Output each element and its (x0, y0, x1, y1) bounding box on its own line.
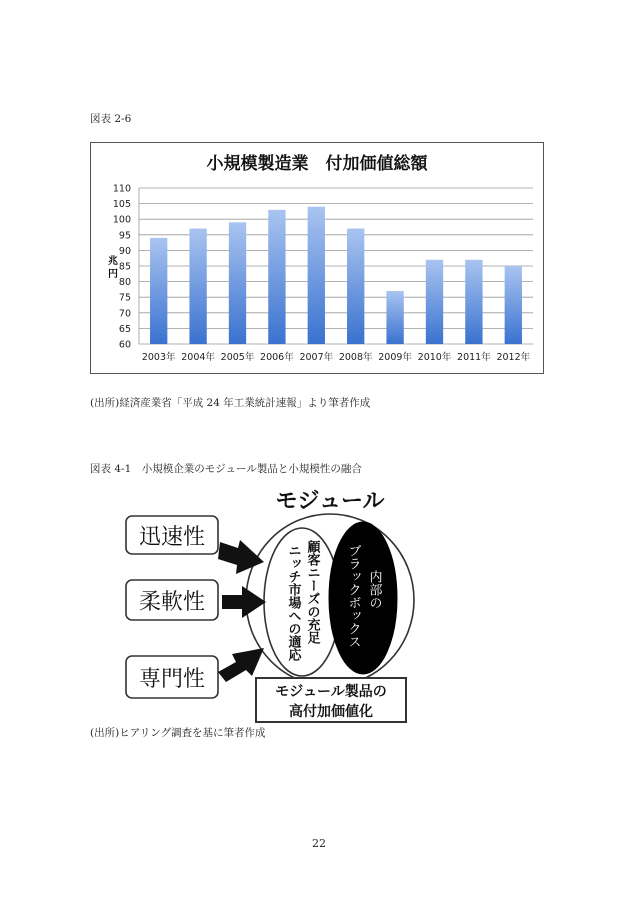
x-tick-label: 2008年 (338, 352, 373, 363)
bottom-box-line2: 高付加価値化 (289, 704, 373, 720)
bottom-box-line1: モジュール製品の (275, 684, 387, 700)
bar (150, 238, 167, 344)
figure-4-1-label: 図表 4-1 小規模企業のモジュール製品と小規模性の融合 (90, 463, 362, 475)
bar (189, 229, 206, 344)
bar (386, 291, 403, 344)
x-tick-labels (142, 351, 531, 363)
x-tick-label: 2007年 (299, 352, 334, 363)
blackbox-text: ブラックボックス (345, 544, 361, 648)
diagram-title: モジュール (275, 489, 385, 514)
needs-text: 顧客ニーズの充足 (304, 540, 320, 644)
y-tick-label: 110 (112, 183, 131, 195)
y-tick-label: 80 (118, 277, 131, 289)
x-tick-label: 2012年 (496, 352, 531, 363)
module-diagram (118, 482, 418, 728)
y-tick-label: 75 (118, 292, 131, 304)
chart-frame (90, 142, 544, 374)
bar (465, 260, 482, 344)
arrow-icon (218, 648, 264, 682)
page-number: 22 (312, 837, 326, 850)
y-tick-label: 105 (112, 199, 131, 211)
y-tick-label: 100 (112, 214, 131, 226)
chart-title: 小規模製造業 付加価値総額 (206, 154, 428, 174)
y-tick-labels (113, 184, 131, 351)
y-tick-label: 90 (118, 245, 131, 257)
figure-2-6-source: (出所)経済産業省「平成 24 年工業統計速報」より筆者作成 (90, 397, 371, 409)
black-box-ellipse (329, 522, 397, 674)
bar-chart (91, 143, 543, 373)
y-tick-label: 60 (118, 339, 131, 351)
bar (426, 260, 443, 344)
inner-text: 内部の (366, 570, 382, 609)
box-speed-label: 迅速性 (138, 525, 206, 550)
x-tick-label: 2006年 (260, 352, 294, 363)
box-expertise-label: 専門性 (138, 667, 206, 692)
y-axis-label-char: 円 (108, 269, 118, 280)
x-tick-label: 2003年 (141, 352, 176, 363)
bar (505, 266, 522, 344)
x-tick-label: 2010年 (417, 352, 452, 363)
y-tick-label: 65 (118, 323, 131, 335)
bar (347, 229, 364, 344)
box-flexibility-label: 柔軟性 (138, 590, 206, 615)
figure-4-1-source: (出所)ヒアリング調査を基に筆者作成 (90, 727, 266, 739)
y-tick-label: 95 (118, 230, 131, 242)
bars (150, 207, 522, 344)
bar (268, 210, 285, 344)
x-tick-label: 2004年 (181, 352, 215, 363)
y-tick-label: 70 (118, 308, 131, 320)
bar (308, 207, 325, 344)
x-tick-label: 2011年 (457, 352, 491, 363)
x-tick-label: 2005年 (220, 352, 255, 363)
bar (229, 222, 246, 344)
x-tick-label: 2009年 (378, 352, 412, 363)
niche-text: ニッチ市場への適応 (285, 544, 301, 661)
figure-2-6-label: 図表 2-6 (90, 113, 132, 125)
y-axis-label-char: 兆 (108, 256, 118, 267)
y-tick-label: 85 (118, 261, 131, 273)
